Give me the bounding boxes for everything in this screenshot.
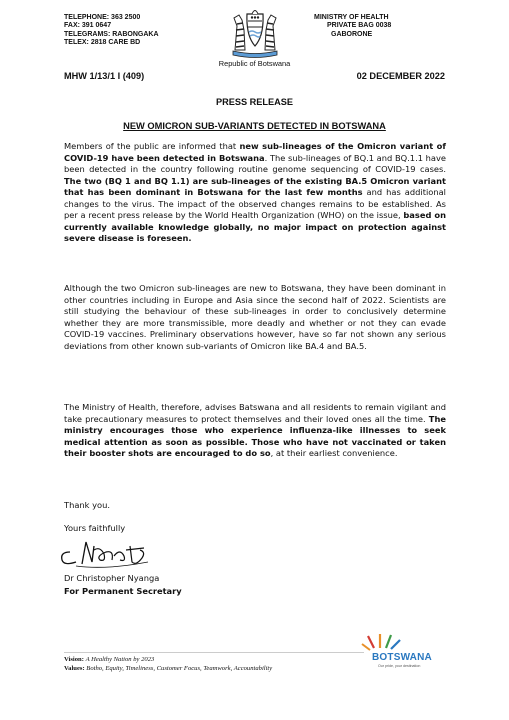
- values-label: Values:: [64, 665, 85, 672]
- paragraph-1-text-c: and has additional changes to the virus. The impact of the observed changes remains to be established. As per a recent press release by the World Health Organization (WHO) on the issue,: [64, 187, 446, 220]
- document-type: PRESS RELEASE: [215, 97, 294, 107]
- coat-of-arms-icon: [225, 6, 285, 58]
- paragraph-1-bold-a: new sub-lineages of the Omicron variant of COVID-19 have been detected in Botswana: [64, 141, 446, 163]
- letterhead-address: [314, 14, 391, 39]
- vision-label: Vision:: [64, 656, 84, 663]
- crest-caption: Republic of Botswana: [218, 59, 291, 68]
- telephone-line: TELEPHONE: 363 2500: [64, 14, 141, 21]
- release-date: 02 DECEMBER 2022: [356, 71, 445, 81]
- ministry-name: MINISTRY OF HEALTH: [314, 14, 389, 21]
- paragraph-1-bold-b: The two (BQ 1 and BQ 1.1) are sub-lineages of the existing BA.5 Omicron variant that has been dominant in Botswana for the last few months: [64, 175, 446, 197]
- paragraph-1-text-b: . The sub-lineages of BQ.1 and BQ.1.1 have been detected in the country following routine genome sequencing of COVID-19 cases.: [64, 152, 446, 174]
- brand-name: BOTSWANA: [372, 652, 432, 663]
- telex-line: TELEX: 2818 CARE BD: [64, 38, 141, 46]
- address-line-2: GABORONE: [331, 30, 373, 38]
- brand-tagline: Our pride, your destination: [378, 664, 421, 668]
- headline: NEW OMICRON SUB-VARIANTS DETECTED IN BOTSWANA: [123, 121, 386, 131]
- footer-vision: [64, 656, 154, 663]
- paragraph-3-text-a: The Ministry of Health, therefore, advises Batswana and all residents to remain vigilant and take precautionary measures to protect themselves and their loved ones all the time.: [64, 402, 446, 424]
- address-line-1: PRIVATE BAG 0038: [327, 22, 392, 30]
- footer-values: [64, 665, 272, 672]
- paragraph-1: [64, 141, 446, 245]
- paragraph-3-bold: The ministry encourages those who experience influenza-like illnesses to seek medical attention as soon as possible. Those who have not vaccinated or taken their booster shots are encouraged to do so: [64, 413, 446, 458]
- paragraph-1-text-a: Members of the public are informed that: [64, 141, 240, 151]
- valediction: Yours faithfully: [64, 523, 126, 533]
- values-text: Botho, Equity, Timeliness, Customer Focus, Teamwork, Accountability: [86, 665, 273, 672]
- thanks-line: Thank you.: [64, 500, 110, 510]
- paragraph-3: [64, 402, 446, 460]
- paragraph-3-text-b: , at their earliest convenience.: [270, 448, 398, 458]
- footer-divider: [64, 652, 364, 653]
- paragraph-1-bold-c: based on currently available knowledge globally, no major impact on protection against severe disease is foreseen.: [64, 210, 446, 243]
- letterhead-contacts: [64, 14, 159, 47]
- vision-text: A Healthy Nation by 2023: [85, 656, 155, 663]
- paragraph-2: Although the two Omicron sub-lineages are new to Botswana, they have been dominant in other countries including in Europe and Asia since the second half of 2022. Scientists are still studying the behaviour of these sub-lineages in order to conclusively determine whether they are more transmissible, more deadly and whether or not they can evade COVID-19 vaccines. Preliminary observations however, have so far not shown any serious deviations from other known sub-variants of Omicron like BA.4 and BA.5.: [64, 283, 446, 351]
- reference-number: MHW 1/13/1 I (409): [64, 71, 145, 81]
- fax-line: FAX: 391 0647: [64, 22, 112, 30]
- telegrams-line: TELEGRAMS: RABONGAKA: [64, 30, 159, 38]
- signature-icon: [56, 536, 160, 572]
- signer-name: Dr Christopher Nyanga: [64, 573, 160, 583]
- signer-title: For Permanent Secretary: [64, 586, 182, 596]
